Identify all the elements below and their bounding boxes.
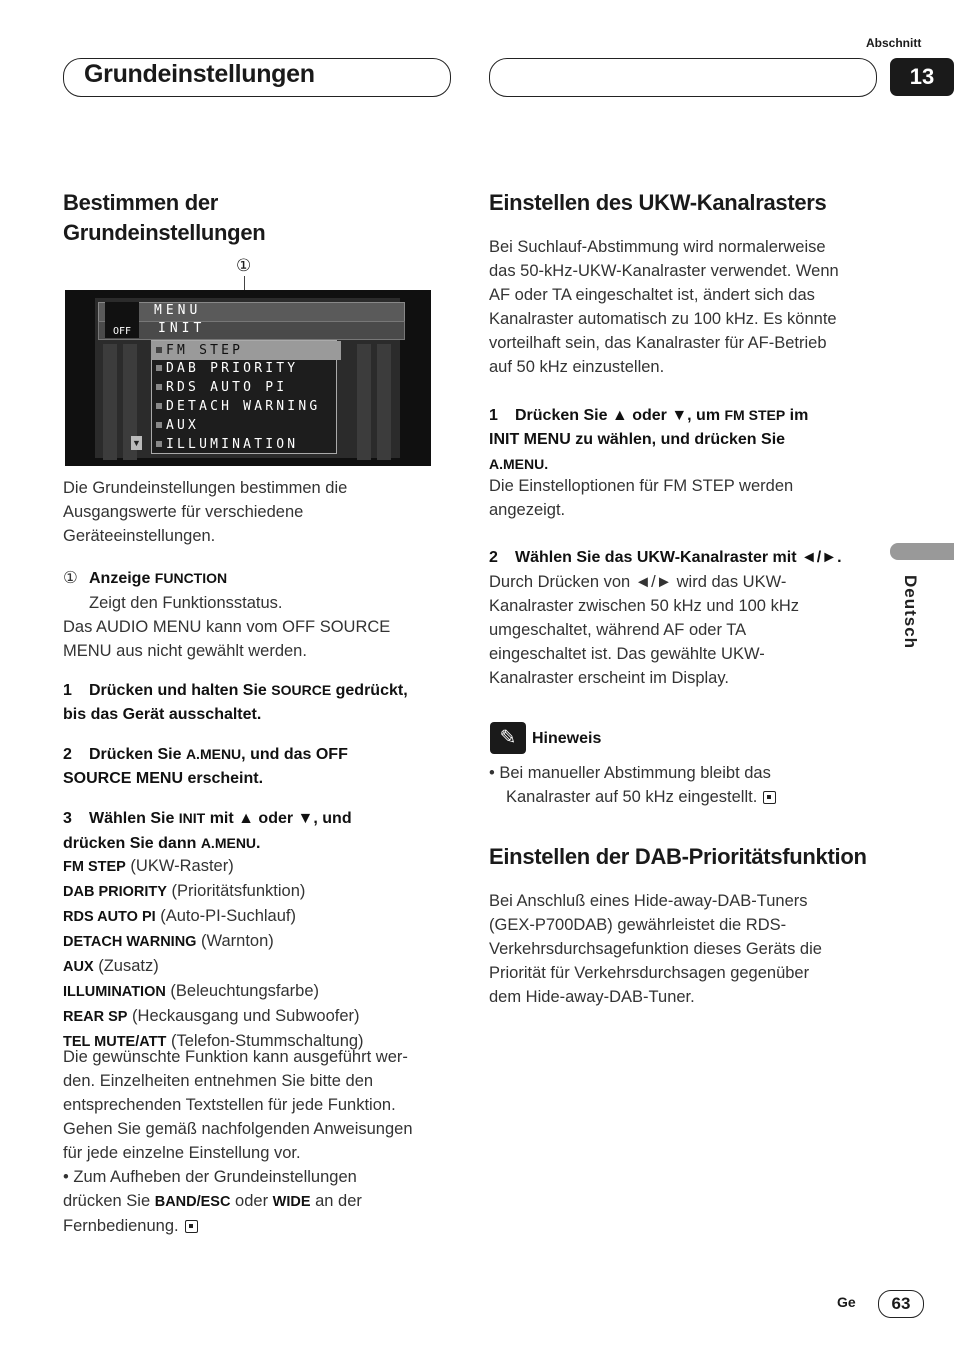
hint-text: • Bei manueller Abstimmung bleibt das Kanalraster auf 50 kHz eingestellt.	[489, 761, 884, 809]
language-tab	[890, 543, 954, 560]
language-label: Deutsch	[901, 575, 920, 650]
display-item-dab-priority: DAB PRIORITY	[151, 359, 341, 378]
left-step-3: 3 Wählen Sie INIT mit ▲ oder ▼, und drücken Sie dann A.MENU.	[63, 810, 352, 852]
left-step-1: 1 Drücken und halten Sie SOURCE gedrückt, bis das Gerät ausschaltet.	[63, 682, 408, 723]
left-heading-line2: Grundeinstellungen	[63, 220, 266, 245]
display-stripe	[103, 344, 117, 460]
right-step-1-desc: Die Einstelloptionen für FM STEP werden angezeigt.	[489, 477, 794, 519]
right-heading-ukw: Einstellen des UKW-Kanalrasters	[489, 190, 827, 215]
end-mark-icon	[185, 1220, 198, 1233]
section-title: Grundeinstellungen	[84, 60, 315, 88]
function-item: TEL MUTE/ATT (Telefon-Stummschaltung)	[63, 1032, 364, 1050]
function-item: REAR SP (Heckausgang und Subwoofer)	[63, 1007, 360, 1025]
left-heading-line1: Bestimmen der	[63, 190, 219, 215]
right-step-2: 2 Wählen Sie das UKW-Kanalraster mit ◄/►.	[489, 549, 842, 566]
right-para-1: Bei Suchlauf-Abstimmung wird normalerweise das 50-kHz-UKW-Kanalraster verwendet. Wenn AF oder TA eingeschaltet ist, ändert sich das Kanalraster automatisch zu 100 kHz. Es könnte vorteilhaft sein, das Kanalraster für AF-Betrieb auf 50 kHz einzustellen.	[489, 238, 839, 376]
display-off-label: OFF	[105, 302, 139, 338]
display-item-aux: AUX	[151, 416, 341, 435]
function-item: AUX (Zusatz)	[63, 957, 159, 975]
left-after-functions: Die gewünschte Funktion kann ausgeführt wer- den. Einzelheiten entnehmen Sie bitte den entsprechenden Textstellen für jede Funktion. Gehen Sie gemäß nachfolgenden Anweisungen für jede einzelne Einstellung vor. • Zum Aufheben der Grundeinstellungen drücken Sie BAND/ESC oder WIDE an der Fernbedienung.	[63, 1048, 413, 1235]
function-item: RDS AUTO PI (Auto-PI-Suchlauf)	[63, 907, 296, 925]
display-illustration	[65, 290, 431, 466]
right-para-2: Bei Anschluß eines Hide-away-DAB-Tuners (GEX-P700DAB) gewährleistet die RDS- Verkehrsdurchsagefunktion dieses Geräts die Priorität für Verkehrsdurchsagen gegenüber dem Hide-away-DAB-Tuner.	[489, 892, 822, 1006]
right-step-1: 1 Drücken Sie ▲ oder ▼, um FM STEP im INIT MENU zu wählen, und drücken Sie A.MENU.	[489, 407, 809, 472]
display-stripe	[357, 344, 371, 460]
function-item: ILLUMINATION (Beleuchtungsfarbe)	[63, 982, 320, 1000]
callout-marker: ①	[236, 256, 252, 275]
display-item-detach-warning: DETACH WARNING	[151, 397, 341, 416]
end-mark-icon	[763, 791, 776, 804]
display-init-bar	[98, 321, 405, 340]
display-menu-bar	[98, 302, 405, 322]
display-stripe	[377, 344, 391, 460]
function-item: DETACH WARNING (Warnton)	[63, 932, 274, 950]
function-list	[63, 854, 458, 1054]
right-heading-dab: Einstellen der DAB-Prioritätsfunktion	[489, 844, 867, 869]
left-callout-note: ① Anzeige FUNCTION Zeigt den Funktionsstatus. Das AUDIO MENU kann vom OFF SOURCE MENU aus nicht gewählt werden.	[63, 566, 453, 663]
footer-language: Ge	[837, 1294, 856, 1310]
chapter-number-badge: 13	[890, 58, 954, 96]
left-heading	[63, 188, 265, 248]
function-item: DAB PRIORITY (Prioritätsfunktion)	[63, 882, 306, 900]
page-number: 63	[878, 1290, 924, 1318]
left-intro: Die Grundeinstellungen bestimmen die Ausgangswerte für verschiedene Geräteeinstellungen.	[63, 479, 348, 545]
right-step-2-desc: Durch Drücken von ◄/► wird das UKW- Kanalraster zwischen 50 kHz und 100 kHz umgeschaltet, während AF oder TA eingeschaltet ist. Das gewählte UKW- Kanalraster erscheint im Display.	[489, 573, 799, 687]
function-item: FM STEP (UKW-Raster)	[63, 857, 234, 875]
display-init-label: INIT	[158, 321, 206, 336]
scroll-down-icon: ▼	[132, 438, 141, 448]
display-item-rds-auto-pi: RDS AUTO PI	[151, 378, 341, 397]
hint-label: Hineweis	[532, 730, 602, 747]
header-blank-pill	[489, 58, 877, 97]
left-step-2: 2 Drücken Sie A.MENU, und das OFF SOURCE MENU erscheint.	[63, 746, 348, 787]
chapter-label: Abschnitt	[866, 36, 922, 50]
display-item-fm-step: FM STEP	[151, 341, 341, 360]
display-menu-label: MENU	[154, 303, 202, 318]
display-item-illumination: ILLUMINATION	[151, 435, 341, 454]
note-marker: ①	[63, 569, 78, 587]
note-pencil-icon: ✎	[490, 722, 526, 754]
